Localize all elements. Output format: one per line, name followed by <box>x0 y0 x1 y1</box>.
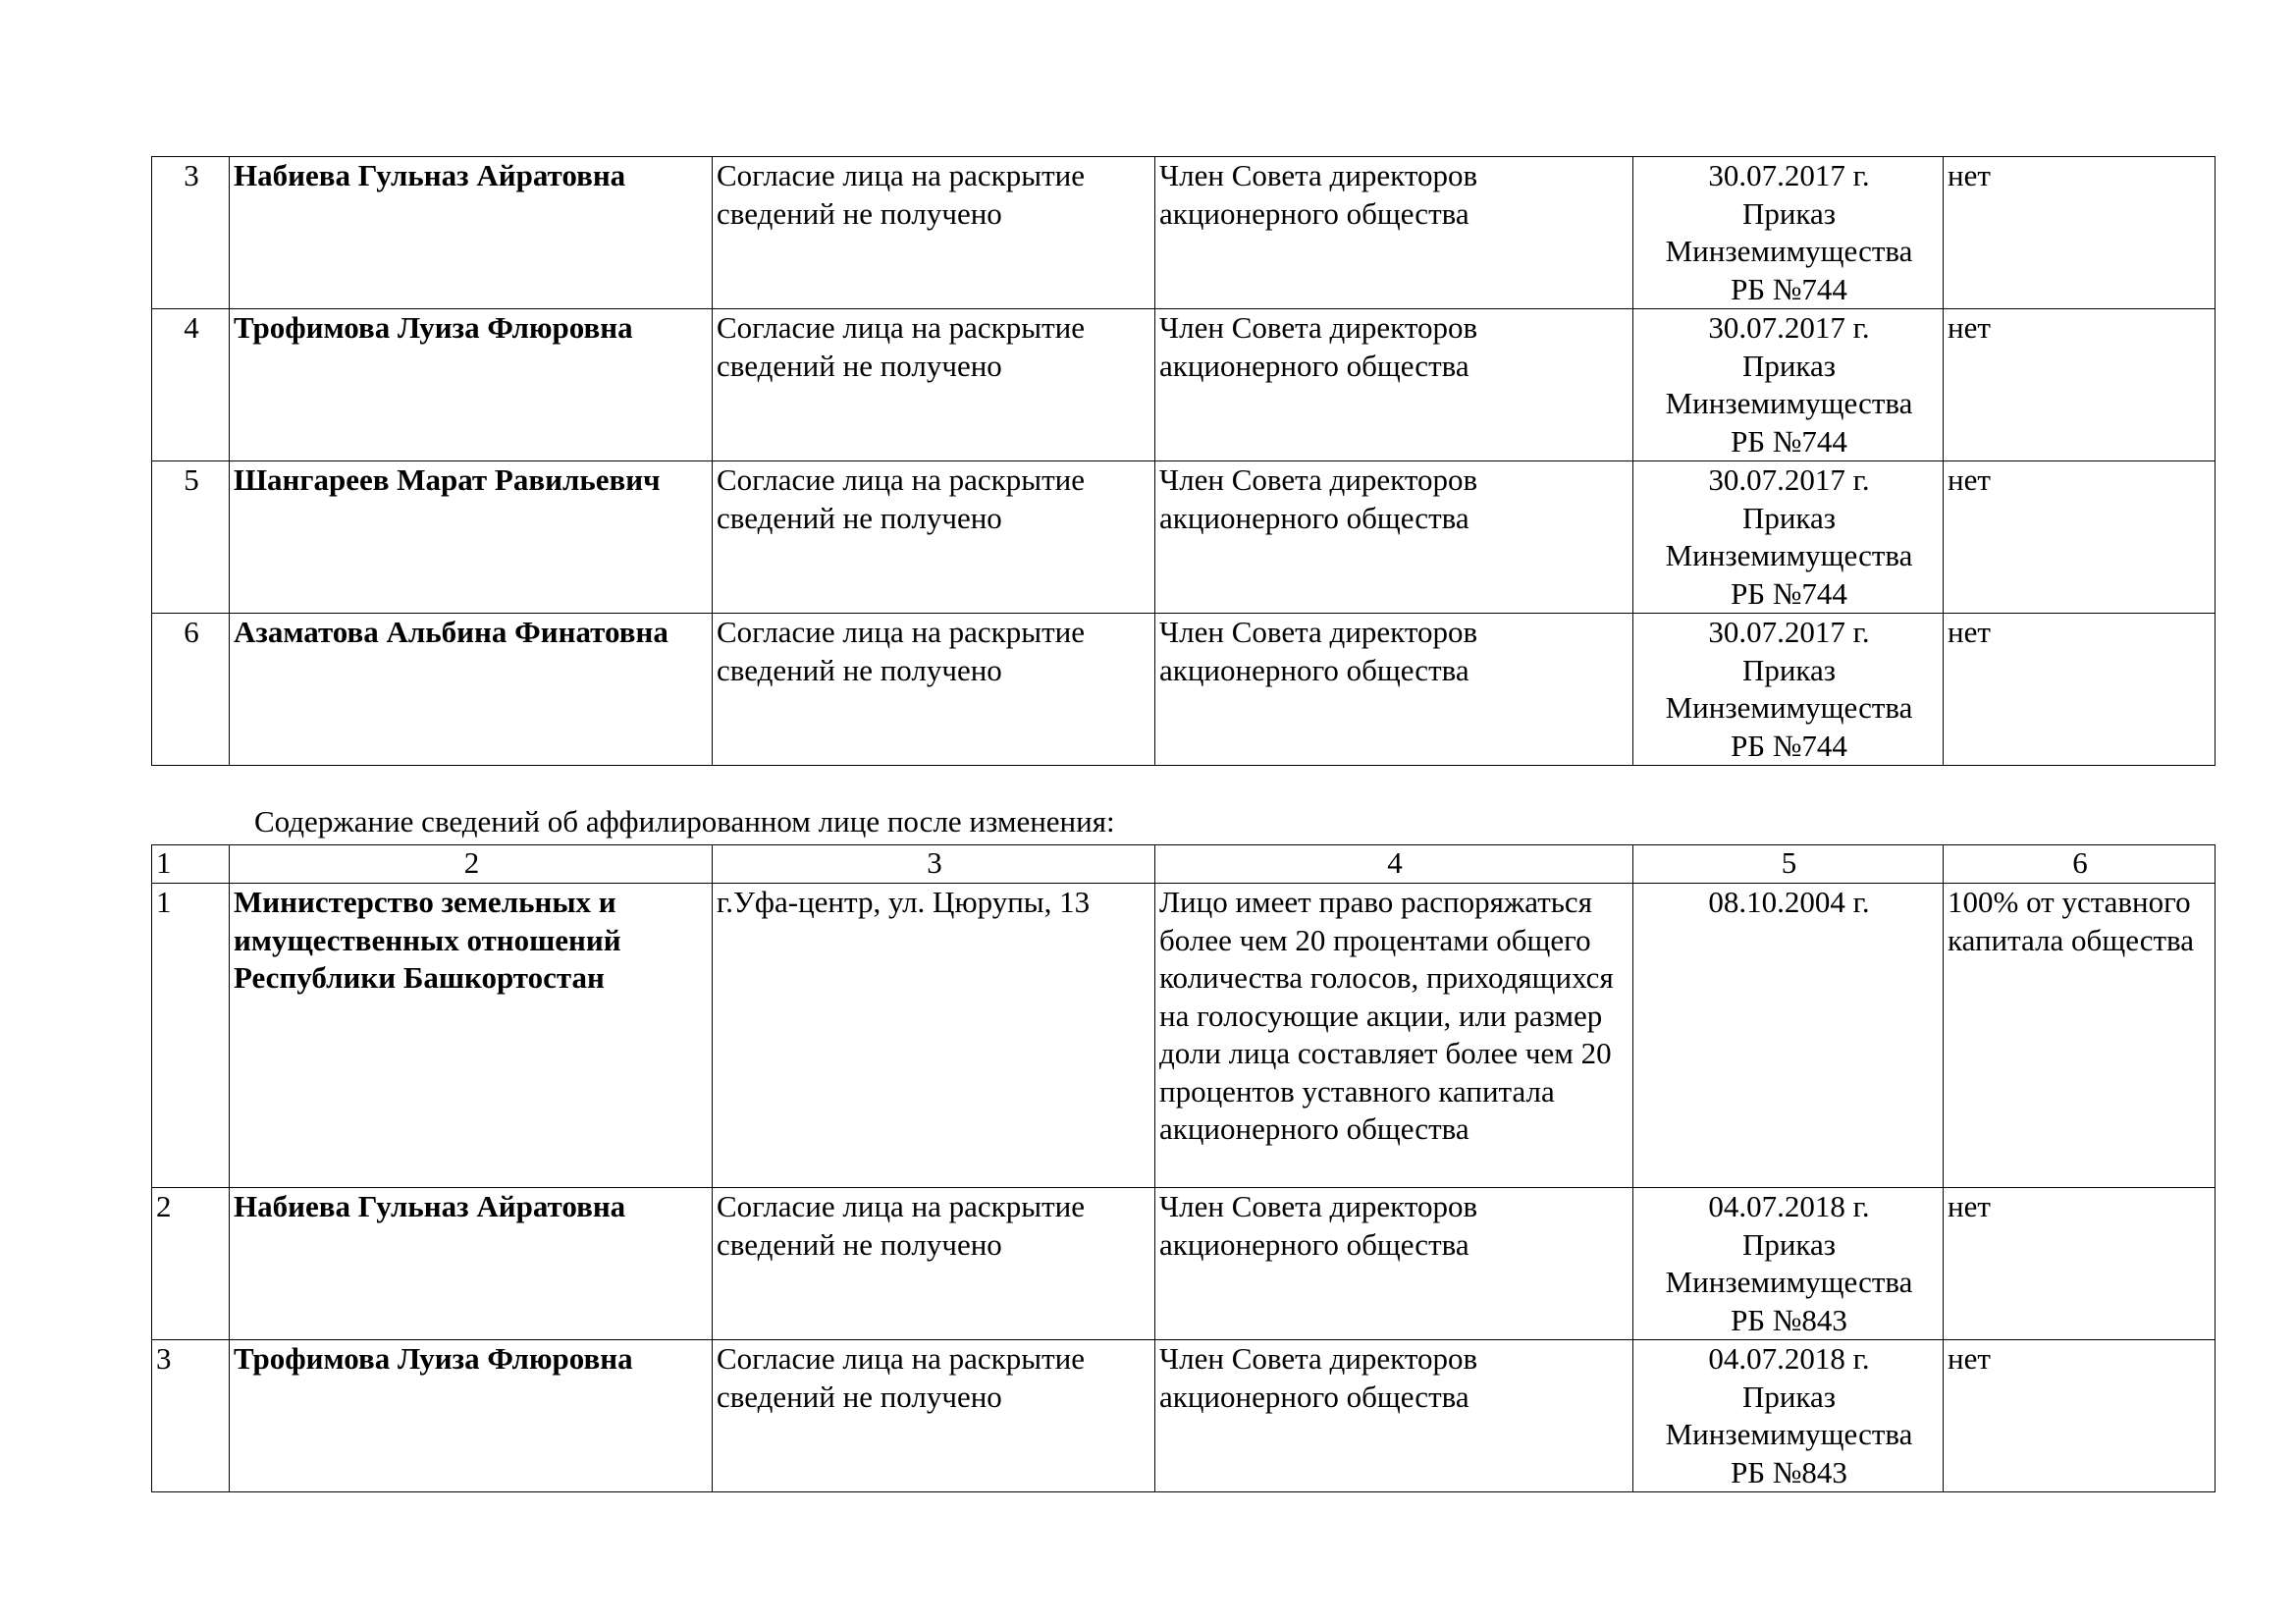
row-number: 5 <box>152 461 230 614</box>
affiliation-basis: Лицо имеет право распоряжаться более чем 20 процентами общего количества голосов, приходящихся на голосующие акции, или размер доли лица составляет более чем 20 процентов уставного капитала акционерного общества <box>1155 884 1633 1188</box>
date-line: 04.07.2018 г. <box>1708 1341 1870 1376</box>
share-value: нет <box>1944 1340 2216 1492</box>
row-number: 6 <box>152 614 230 766</box>
affiliate-address: Согласие лица на раскрытие сведений не получено <box>713 461 1155 614</box>
affiliate-name: Трофимова Луиза Флюровна <box>230 1340 713 1492</box>
table-row <box>152 157 2216 309</box>
section-caption: Содержание сведений об аффилированном лице после изменения: <box>254 804 1115 839</box>
date-line: Минземимущества <box>1665 538 1913 572</box>
affiliate-name: Азаматова Альбина Финатовна <box>230 614 713 766</box>
affiliate-address: Согласие лица на раскрытие сведений не получено <box>713 1188 1155 1340</box>
row-number: 2 <box>152 1188 230 1340</box>
date-line: Минземимущества <box>1665 1265 1913 1299</box>
date-line: Приказ <box>1741 1226 1837 1262</box>
date-line: 04.07.2018 г. <box>1708 1189 1870 1223</box>
affiliate-address: Согласие лица на раскрытие сведений не получено <box>713 157 1155 309</box>
table-row <box>152 461 2216 614</box>
affiliation-date <box>1633 884 1944 1188</box>
date-line: Приказ <box>1741 652 1837 687</box>
affiliation-date <box>1633 614 1944 766</box>
date-line: Минземимущества <box>1665 234 1913 268</box>
table-row <box>152 1188 2216 1340</box>
date-line: Приказ <box>1741 1379 1837 1414</box>
table-header-row <box>152 845 2216 884</box>
affiliates-table-after <box>151 844 2216 1492</box>
affiliation-basis: Член Совета директоров акционерного общества <box>1155 309 1633 461</box>
date-line: Минземимущества <box>1665 690 1913 725</box>
share-value: 100% от уставного капитала общества <box>1944 884 2216 1188</box>
affiliation-basis: Член Совета директоров акционерного общества <box>1155 1188 1633 1340</box>
row-number: 4 <box>152 309 230 461</box>
share-value: нет <box>1944 461 2216 614</box>
date-line: РБ №843 <box>1731 1454 1847 1489</box>
date-line: 30.07.2017 г. <box>1708 615 1870 649</box>
row-number: 3 <box>152 157 230 309</box>
date-line: РБ №744 <box>1731 271 1847 306</box>
affiliate-address: Согласие лица на раскрытие сведений не получено <box>713 614 1155 766</box>
row-number: 3 <box>152 1340 230 1492</box>
date-line: 30.07.2017 г. <box>1708 462 1870 497</box>
date-line: 30.07.2017 г. <box>1708 158 1870 192</box>
share-value: нет <box>1944 309 2216 461</box>
affiliation-basis: Член Совета директоров акционерного общества <box>1155 614 1633 766</box>
affiliate-address: Согласие лица на раскрытие сведений не получено <box>713 309 1155 461</box>
date-line: РБ №744 <box>1731 423 1847 459</box>
table-row <box>152 1340 2216 1492</box>
affiliate-name: Шангареев Марат Равильевич <box>230 461 713 614</box>
affiliation-date <box>1633 157 1944 309</box>
table-row <box>152 309 2216 461</box>
affiliation-basis: Член Совета директоров акционерного общества <box>1155 157 1633 309</box>
affiliate-name: Трофимова Луиза Флюровна <box>230 309 713 461</box>
share-value: нет <box>1944 157 2216 309</box>
affiliate-name: Министерство земельных и имущественных отношений Республики Башкортостан <box>230 884 713 1188</box>
row-number: 1 <box>152 884 230 1188</box>
share-value: нет <box>1944 614 2216 766</box>
date-line: РБ №843 <box>1731 1302 1847 1337</box>
affiliates-table-before <box>151 156 2216 766</box>
column-header: 5 <box>1633 845 1944 884</box>
date-line: Приказ <box>1741 348 1837 383</box>
column-header: 6 <box>1944 845 2216 884</box>
affiliation-date <box>1633 461 1944 614</box>
affiliation-date <box>1633 309 1944 461</box>
table-row <box>152 884 2216 1188</box>
affiliation-basis: Член Совета директоров акционерного общества <box>1155 1340 1633 1492</box>
affiliate-name: Набиева Гульназ Айратовна <box>230 157 713 309</box>
column-header: 3 <box>713 845 1155 884</box>
column-header: 1 <box>152 845 230 884</box>
column-header: 4 <box>1155 845 1633 884</box>
date-line: 08.10.2004 г. <box>1708 885 1870 919</box>
date-line: Приказ <box>1741 195 1837 231</box>
share-value: нет <box>1944 1188 2216 1340</box>
affiliation-basis: Член Совета директоров акционерного общества <box>1155 461 1633 614</box>
affiliate-address: г.Уфа-центр, ул. Цюрупы, 13 <box>713 884 1155 1188</box>
date-line: Минземимущества <box>1665 386 1913 420</box>
date-line: Приказ <box>1741 500 1837 535</box>
affiliation-date <box>1633 1188 1944 1340</box>
affiliate-address: Согласие лица на раскрытие сведений не получено <box>713 1340 1155 1492</box>
table-row <box>152 614 2216 766</box>
date-line: РБ №744 <box>1731 575 1847 611</box>
date-line: РБ №744 <box>1731 728 1847 763</box>
date-line: 30.07.2017 г. <box>1708 310 1870 345</box>
affiliate-name: Набиева Гульназ Айратовна <box>230 1188 713 1340</box>
date-line: Минземимущества <box>1665 1417 1913 1451</box>
affiliation-date <box>1633 1340 1944 1492</box>
column-header: 2 <box>230 845 713 884</box>
